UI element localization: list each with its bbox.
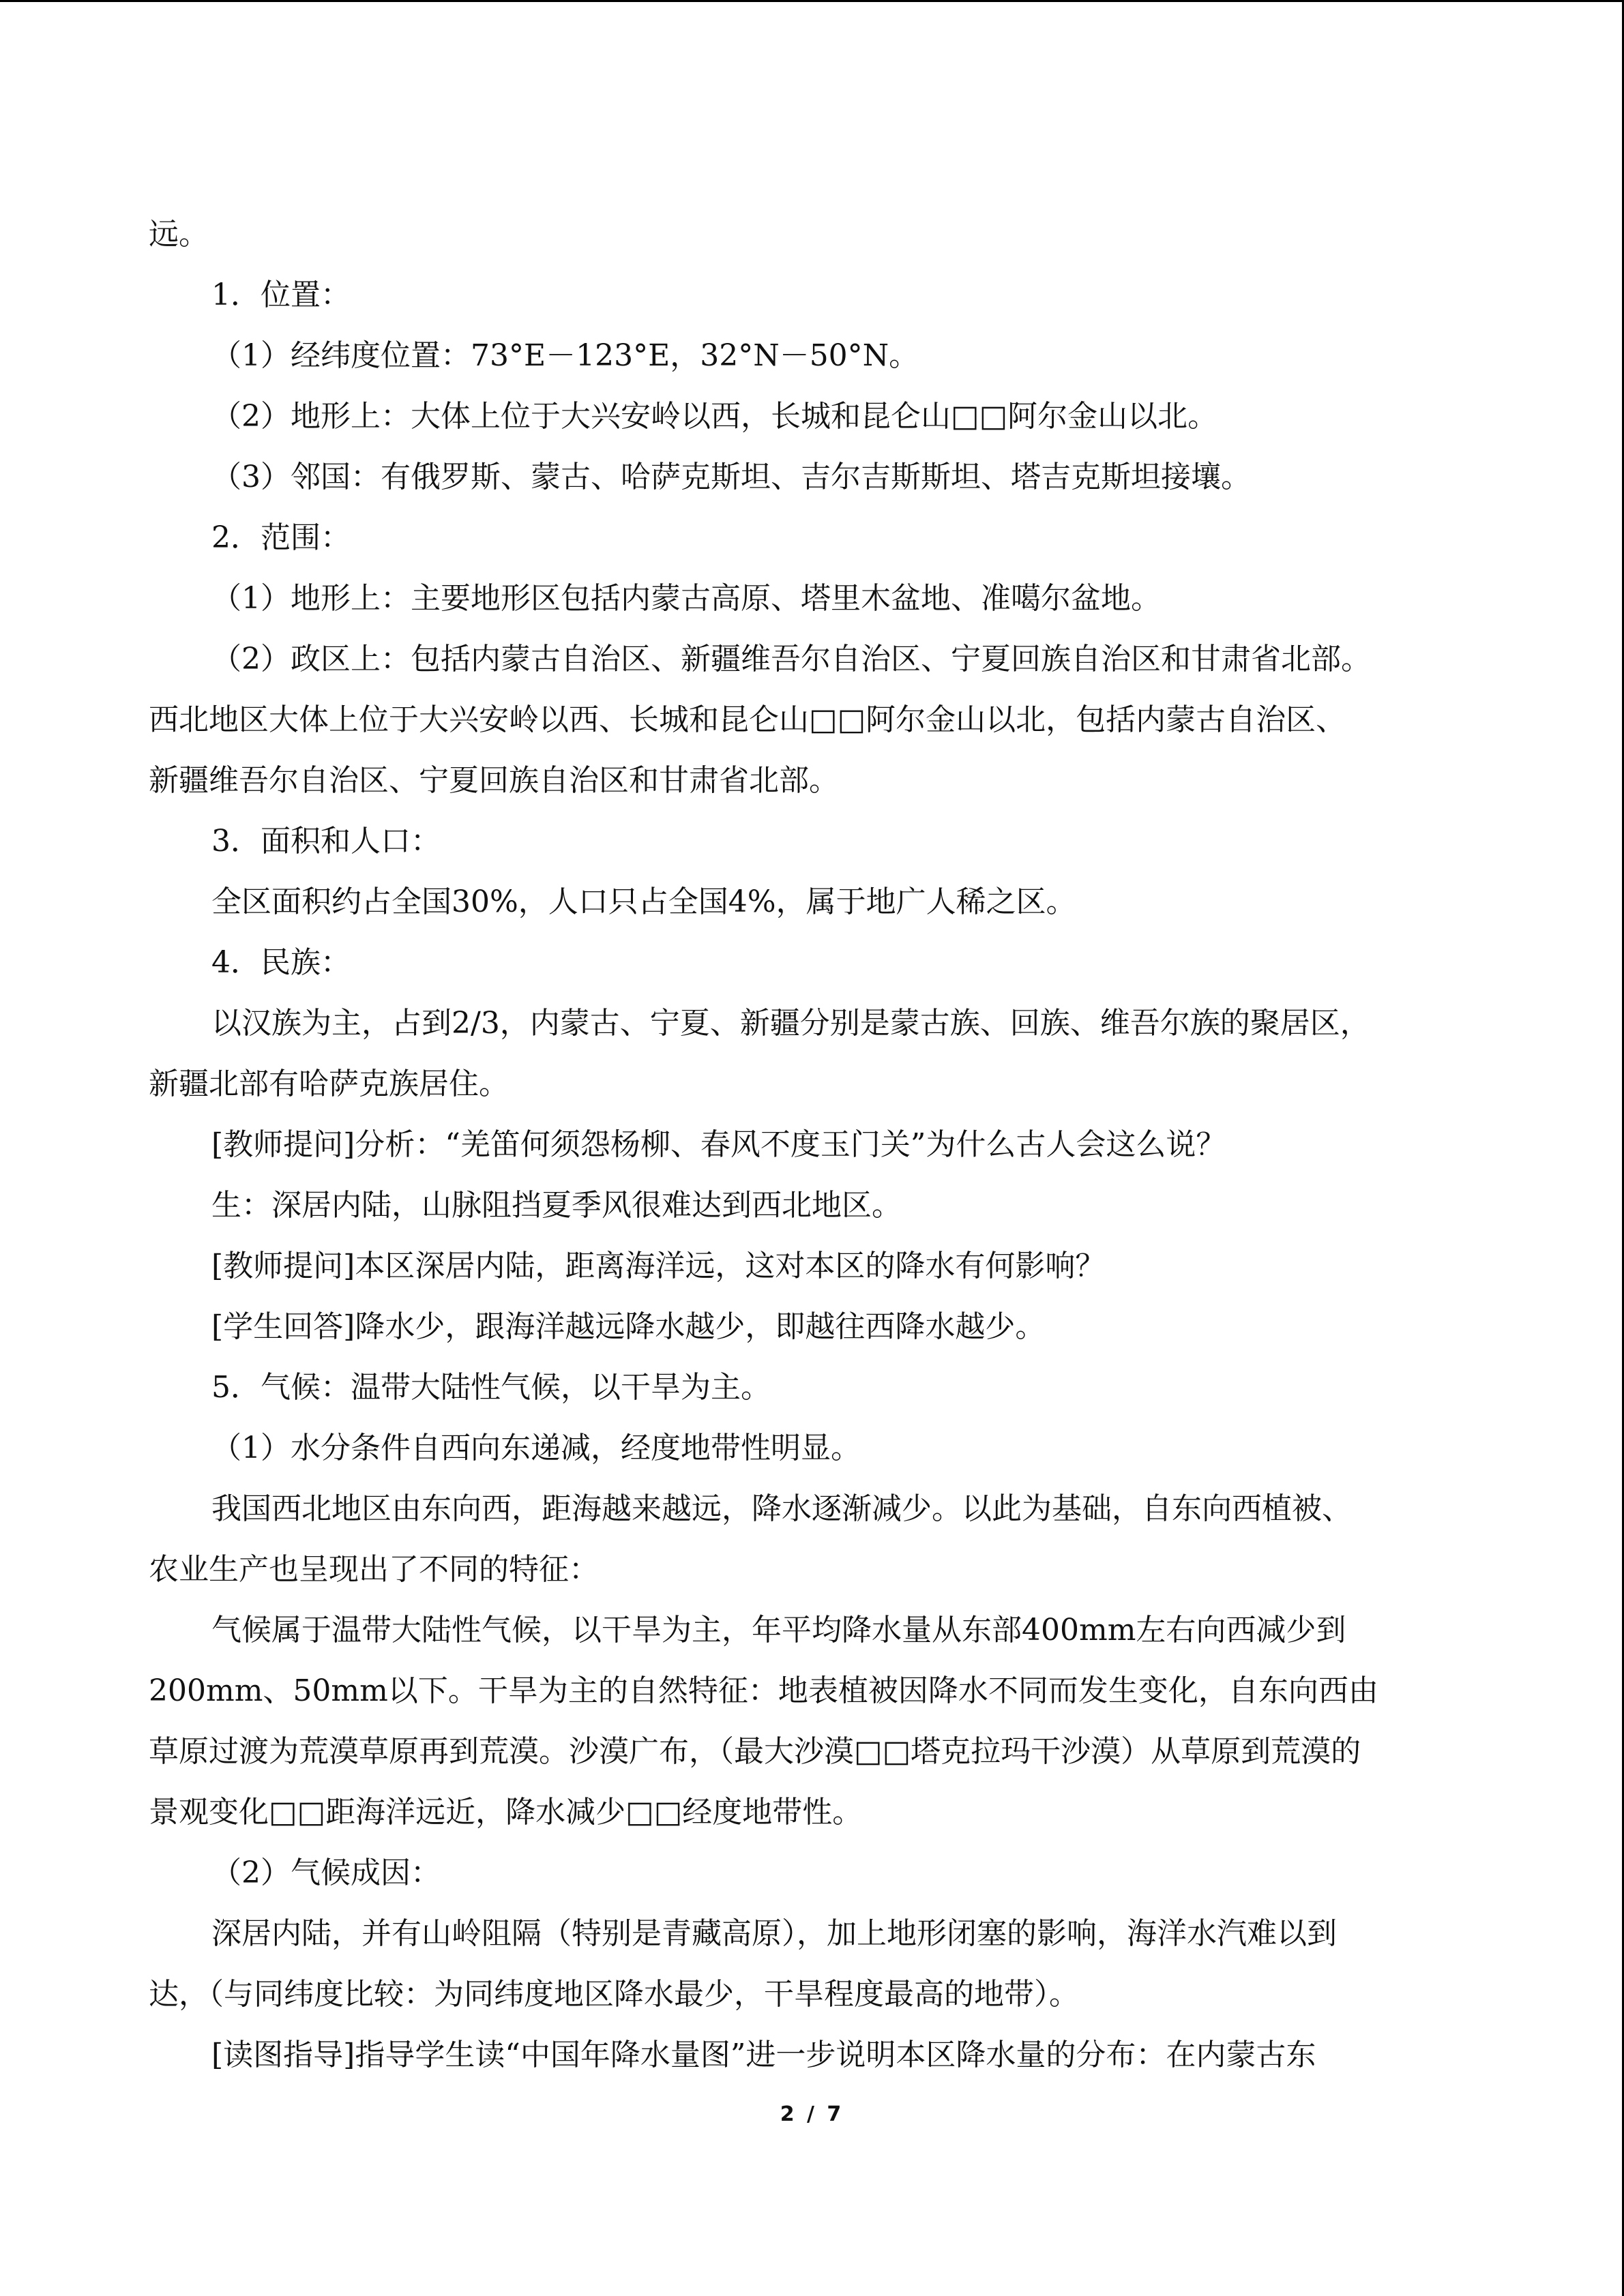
text-line: 生：深居内陆，山脉阻挡夏季风很难达到西北地区。 <box>211 1188 902 1223</box>
text-line: 农业生产也呈现出了不同的特征： <box>149 1552 599 1587</box>
text-line: （1）经纬度位置：73°E－123°E，32°N－50°N。 <box>211 338 919 373</box>
text-line: 深居内陆，并有山岭阻隔（特别是青藏高原），加上地形闭塞的影响，海洋水汽难以到 <box>211 1916 1337 1951</box>
text-line: [教师提问]本区深居内陆，距离海洋远，这对本区的降水有何影响？ <box>211 1249 1106 1283</box>
text-line: 新疆北部有哈萨克族居住。 <box>149 1067 509 1101</box>
text-line: （1）地形上：主要地形区包括内蒙古高原、塔里木盆地、准噶尔盆地。 <box>211 581 1161 616</box>
text-line: 以汉族为主，占到2/3，内蒙古、宁夏、新疆分别是蒙古族、回族、维吾尔族的聚居区， <box>211 1006 1370 1041</box>
text-line: [读图指导]指导学生读“中国年降水量图”进一步说明本区降水量的分布：在内蒙古东 <box>211 2038 1316 2072</box>
text-line: 全区面积约占全国30%，人口只占全国4%，属于地广人稀之区。 <box>211 884 1076 919</box>
text-line: 达，（与同纬度比较：为同纬度地区降水最少，干旱程度最高的地带）。 <box>149 1977 1079 2012</box>
text-line: （2）气候成因： <box>211 1855 441 1890</box>
text-line: （3）邻国：有俄罗斯、蒙古、哈萨克斯坦、吉尔吉斯斯坦、塔吉克斯坦接壤。 <box>211 460 1251 494</box>
text-line: 1．位置： <box>211 278 351 312</box>
text-line: （2）政区上：包括内蒙古自治区、新疆维吾尔自治区、宁夏回族自治区和甘肃省北部。 <box>211 642 1371 676</box>
text-line: 新疆维吾尔自治区、宁夏回族自治区和甘肃省北部。 <box>149 763 839 798</box>
text-line: 气候属于温带大陆性气候，以干旱为主，年平均降水量从东部400mm左右向西减少到 <box>211 1613 1346 1648</box>
text-line: 我国西北地区由东向西，距海越来越远，降水逐渐减少。以此为基础，自东向西植被、 <box>211 1491 1352 1526</box>
text-line: 3．面积和人口： <box>211 824 441 859</box>
text-line: （1）水分条件自西向东递减，经度地带性明显。 <box>211 1431 861 1465</box>
document-body <box>149 204 1479 2085</box>
text-line: 200mm、50mm以下。干旱为主的自然特征：地表植被因降水不同而发生变化，自东向西由 <box>149 1673 1378 1708</box>
text-line: 草原过渡为荒漠草原再到荒漠。沙漠广布，（最大沙漠□□塔克拉玛干沙漠）从草原到荒漠的 <box>149 1734 1361 1769</box>
page-number: 2 / 7 <box>780 2102 844 2126</box>
text-line: 4．民族： <box>211 945 351 980</box>
text-line: 景观变化□□距海洋远近，降水减少□□经度地带性。 <box>149 1795 863 1830</box>
text-line: 5．气候：温带大陆性气候，以干旱为主。 <box>211 1370 771 1405</box>
text-line: [学生回答]降水少，跟海洋越远降水越少，即越往西降水越少。 <box>211 1309 1046 1344</box>
text-line: （2）地形上：大体上位于大兴安岭以西，长城和昆仑山□□阿尔金山以北。 <box>211 399 1218 434</box>
text-line: 2．范围： <box>211 520 351 555</box>
text-line: 西北地区大体上位于大兴安岭以西、长城和昆仑山□□阿尔金山以北，包括内蒙古自治区、 <box>149 702 1346 737</box>
text-line: [教师提问]分析：“羌笛何须怨杨柳、春风不度玉门关”为什么古人会这么说？ <box>211 1127 1226 1162</box>
text-line: 远。 <box>149 217 209 252</box>
